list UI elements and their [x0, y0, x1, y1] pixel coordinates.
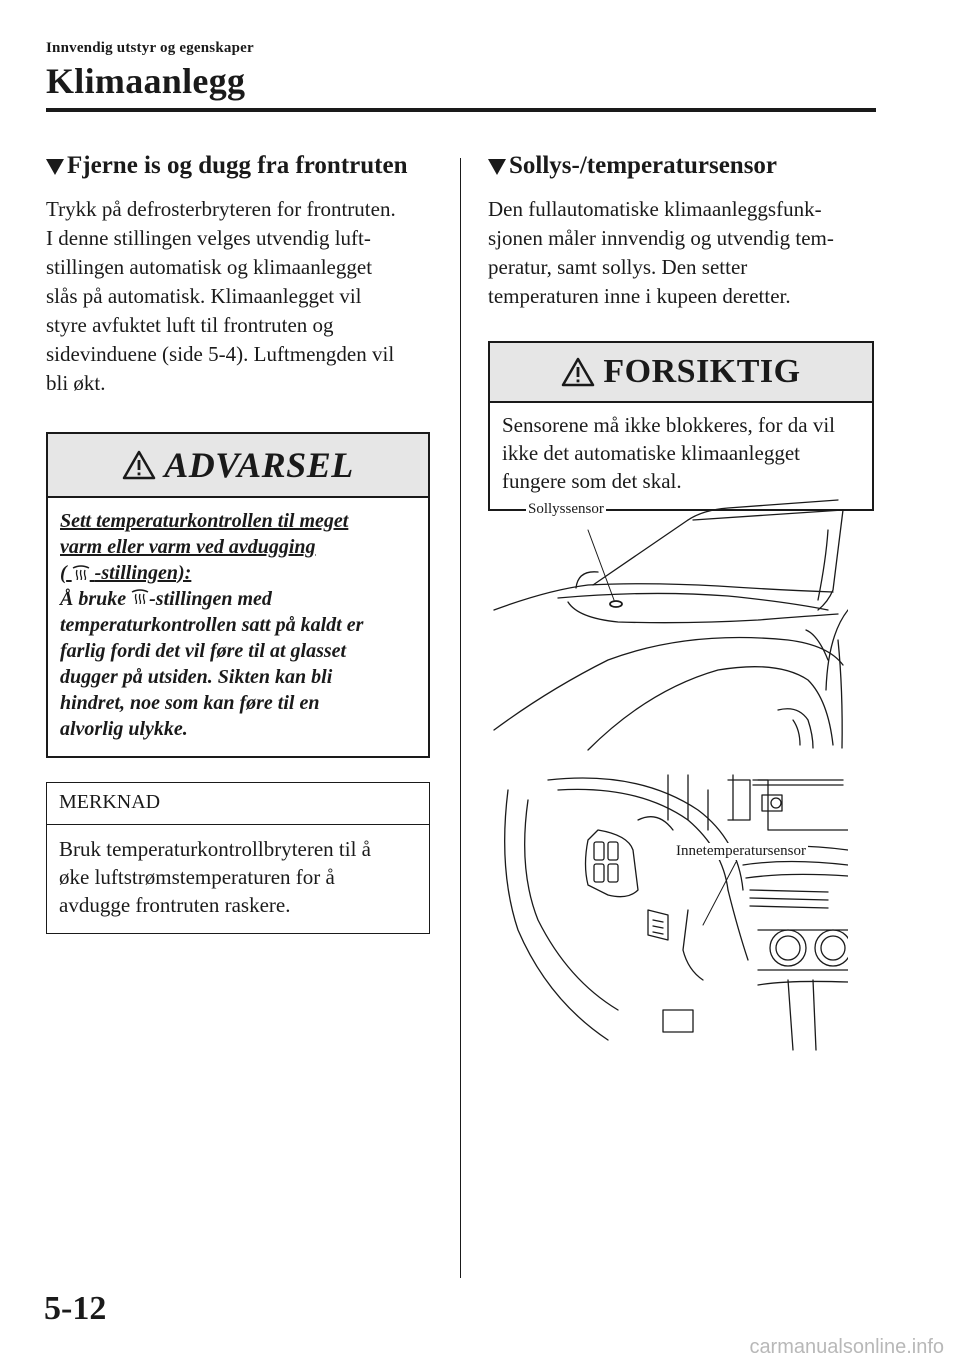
text-line: slås på automatisk. Klimaanlegget vil — [46, 283, 362, 308]
text-line: bli økt. — [46, 370, 106, 395]
note-body — [47, 825, 429, 933]
sensor-illustration — [488, 490, 848, 1070]
text-line: peratur, samt sollys. Den setter — [488, 254, 748, 279]
sensor-heading — [488, 150, 874, 183]
defrost-heading — [46, 150, 430, 183]
warning-position-prefix: ( — [60, 561, 67, 584]
left-column — [46, 150, 430, 934]
triangle-bullet-icon — [46, 159, 64, 175]
windshield-defroster-icon — [72, 564, 90, 580]
defrost-paragraph — [46, 195, 430, 398]
note-title: MERKNAD — [47, 783, 429, 825]
triangle-bullet-icon — [488, 159, 506, 175]
caution-box — [488, 341, 874, 511]
caution-line: fungere som det skal. — [502, 468, 682, 493]
sensor-paragraph — [488, 195, 874, 311]
caution-triangle-icon — [122, 450, 156, 480]
text-line: temperaturen inne i kupeen deretter. — [488, 283, 791, 308]
caution-triangle-icon — [561, 357, 595, 387]
warning-body-line: temperaturkontrollen satt på kaldt er — [60, 613, 364, 636]
right-column — [488, 150, 874, 511]
text-line: Trykk på defrosterbryteren for frontruten. — [46, 196, 396, 221]
warning-position-suffix: -stillingen): — [94, 561, 192, 584]
warning-body — [48, 498, 428, 756]
page-title: Klimaanlegg — [46, 61, 246, 101]
caution-header — [490, 343, 872, 403]
caution-line: Sensorene må ikke blokkeres, for da vil — [502, 412, 835, 437]
dashboard-line-drawing — [488, 490, 848, 1070]
sun-sensor-label: Sollyssensor — [528, 501, 604, 517]
defrost-heading-text: Fjerne is og dugg fra frontruten — [67, 152, 408, 179]
note-box — [46, 782, 430, 934]
note-line: øke luftstrømstemperaturen for å — [59, 864, 335, 889]
temp-sensor-label: Innetemperatursensor — [676, 843, 806, 859]
text-line: styre avfuktet luft til frontruten og — [46, 312, 334, 337]
warning-body-line: dugger på utsiden. Sikten kan bli — [60, 665, 333, 688]
warning-body-line: farlig fordi det vil føre til at glasset — [60, 639, 347, 662]
text-line: Den fullautomatiske klimaanleggsfunk- — [488, 196, 822, 221]
note-line: avdugge frontruten raskere. — [59, 892, 291, 917]
section-label: Innvendig utstyr og egenskaper — [46, 40, 254, 56]
note-line: Bruk temperaturkontrollbryteren til å — [59, 836, 371, 861]
windshield-defroster-icon — [131, 588, 149, 604]
sensor-heading-text: Sollys-/temperatursensor — [509, 152, 778, 179]
warning-header — [48, 434, 428, 498]
column-divider — [460, 158, 461, 1278]
warning-title: ADVARSEL — [164, 444, 354, 485]
warning-heading-line: varm eller varm ved avdugging — [60, 535, 316, 558]
caution-line: ikke det automatiske klimaanlegget — [502, 440, 800, 465]
text-line: I denne stillingen velges utvendig luft- — [46, 225, 371, 250]
warning-heading-line — [60, 560, 416, 586]
warning-line-prefix: Å bruke — [60, 587, 127, 610]
warning-line-suffix: -stillingen med — [149, 587, 272, 610]
text-line: stillingen automatisk og klimaanlegget — [46, 254, 373, 279]
warning-heading-line: Sett temperaturkontrollen til meget — [60, 509, 349, 532]
caution-title: FORSIKTIG — [603, 352, 801, 390]
text-line: sidevinduene (side 5-4). Luftmengden vil — [46, 341, 395, 366]
warning-body-line — [60, 586, 416, 612]
watermark: carmanualsonline.info — [749, 1336, 944, 1358]
warning-body-line: hindret, noe som kan føre til en — [60, 691, 320, 714]
warning-box — [46, 432, 430, 758]
warning-body-line: alvorlig ulykke. — [60, 717, 188, 740]
header-rule — [46, 108, 876, 112]
page-number: 5-12 — [44, 1290, 107, 1327]
text-line: sjonen måler innvendig og utvendig tem- — [488, 225, 834, 250]
